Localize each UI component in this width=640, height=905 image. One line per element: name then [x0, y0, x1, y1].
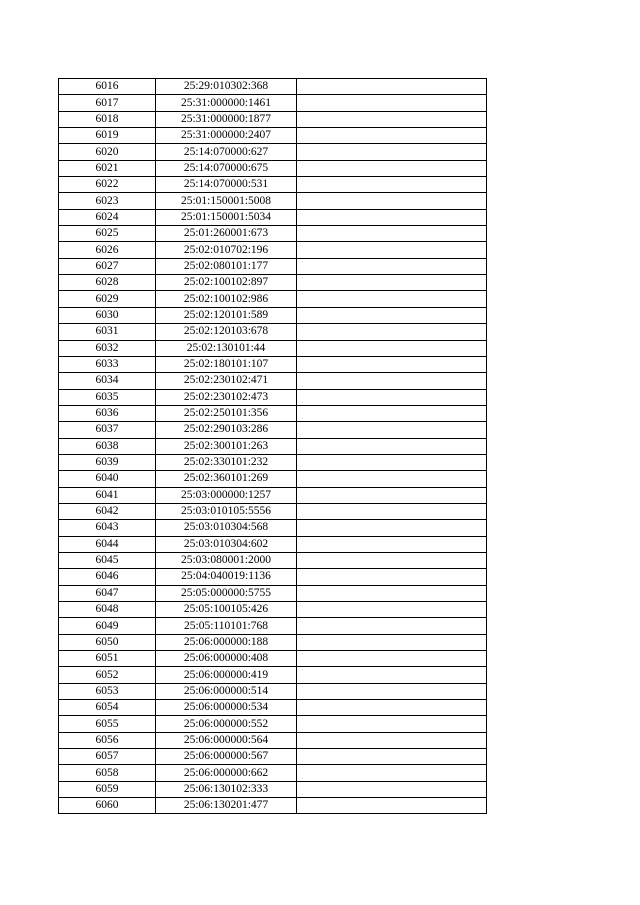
table-row	[59, 536, 487, 552]
row-number-cell: 6016	[59, 79, 156, 95]
row-number-cell: 6031	[59, 324, 156, 340]
cadastral-number-cell: 25:02:100102:897	[156, 275, 297, 291]
row-number-cell: 6017	[59, 95, 156, 111]
table-row	[59, 471, 487, 487]
cadastral-number-cell: 25:04:040019:1136	[156, 569, 297, 585]
table-row	[59, 520, 487, 536]
row-number-cell: 6019	[59, 128, 156, 144]
empty-cell	[297, 144, 487, 160]
cadastral-number-cell: 25:03:010304:568	[156, 520, 297, 536]
cadastral-number-cell: 25:02:330101:232	[156, 454, 297, 470]
table-row	[59, 128, 487, 144]
empty-cell	[297, 569, 487, 585]
table-row	[59, 749, 487, 765]
row-number-cell: 6057	[59, 749, 156, 765]
cadastral-number-cell: 25:06:000000:564	[156, 732, 297, 748]
row-number-cell: 6046	[59, 569, 156, 585]
table-row	[59, 683, 487, 699]
row-number-cell: 6022	[59, 177, 156, 193]
empty-cell	[297, 389, 487, 405]
table-row	[59, 651, 487, 667]
table-row	[59, 291, 487, 307]
empty-cell	[297, 111, 487, 127]
empty-cell	[297, 177, 487, 193]
cadastral-number-cell: 25:06:000000:408	[156, 651, 297, 667]
table-row	[59, 193, 487, 209]
row-number-cell: 6018	[59, 111, 156, 127]
table-row	[59, 503, 487, 519]
cadastral-number-cell: 25:02:100102:986	[156, 291, 297, 307]
table-row	[59, 781, 487, 797]
row-number-cell: 6033	[59, 356, 156, 372]
table-row	[59, 422, 487, 438]
empty-cell	[297, 798, 487, 814]
row-number-cell: 6048	[59, 602, 156, 618]
table-row	[59, 242, 487, 258]
row-number-cell: 6038	[59, 438, 156, 454]
cadastral-number-cell: 25:06:000000:567	[156, 749, 297, 765]
cadastral-number-cell: 25:02:230102:473	[156, 389, 297, 405]
cadastral-number-cell: 25:02:130101:44	[156, 340, 297, 356]
row-number-cell: 6029	[59, 291, 156, 307]
cadastral-number-cell: 25:02:250101:356	[156, 405, 297, 421]
row-number-cell: 6055	[59, 716, 156, 732]
cadastral-number-cell: 25:14:070000:531	[156, 177, 297, 193]
empty-cell	[297, 340, 487, 356]
row-number-cell: 6047	[59, 585, 156, 601]
row-number-cell: 6059	[59, 781, 156, 797]
table-row	[59, 700, 487, 716]
empty-cell	[297, 634, 487, 650]
empty-cell	[297, 471, 487, 487]
cadastral-number-cell: 25:06:130201:477	[156, 798, 297, 814]
empty-cell	[297, 95, 487, 111]
table-row	[59, 569, 487, 585]
table-row	[59, 209, 487, 225]
row-number-cell: 6027	[59, 258, 156, 274]
empty-cell	[297, 781, 487, 797]
row-number-cell: 6060	[59, 798, 156, 814]
row-number-cell: 6020	[59, 144, 156, 160]
cadastral-number-cell: 25:06:000000:514	[156, 683, 297, 699]
empty-cell	[297, 536, 487, 552]
empty-cell	[297, 520, 487, 536]
cadastral-number-cell: 25:03:010105:5556	[156, 503, 297, 519]
table-row	[59, 634, 487, 650]
empty-cell	[297, 503, 487, 519]
cadastral-number-cell: 25:31:000000:1461	[156, 95, 297, 111]
records-table-body	[59, 79, 487, 814]
row-number-cell: 6054	[59, 700, 156, 716]
cadastral-number-cell: 25:06:000000:534	[156, 700, 297, 716]
cadastral-number-cell: 25:31:000000:1877	[156, 111, 297, 127]
table-row	[59, 340, 487, 356]
table-row	[59, 324, 487, 340]
table-row	[59, 79, 487, 95]
table-row	[59, 602, 487, 618]
row-number-cell: 6030	[59, 307, 156, 323]
empty-cell	[297, 307, 487, 323]
empty-cell	[297, 716, 487, 732]
cadastral-number-cell: 25:06:000000:552	[156, 716, 297, 732]
empty-cell	[297, 405, 487, 421]
cadastral-number-cell: 25:06:000000:188	[156, 634, 297, 650]
row-number-cell: 6044	[59, 536, 156, 552]
table-row	[59, 307, 487, 323]
row-number-cell: 6049	[59, 618, 156, 634]
table-row	[59, 356, 487, 372]
row-number-cell: 6032	[59, 340, 156, 356]
empty-cell	[297, 683, 487, 699]
cadastral-number-cell: 25:02:180101:107	[156, 356, 297, 372]
row-number-cell: 6036	[59, 405, 156, 421]
table-row	[59, 585, 487, 601]
row-number-cell: 6021	[59, 160, 156, 176]
row-number-cell: 6023	[59, 193, 156, 209]
empty-cell	[297, 749, 487, 765]
cadastral-number-cell: 25:06:000000:419	[156, 667, 297, 683]
empty-cell	[297, 618, 487, 634]
table-row	[59, 454, 487, 470]
empty-cell	[297, 438, 487, 454]
cadastral-number-cell: 25:03:000000:1257	[156, 487, 297, 503]
table-row	[59, 405, 487, 421]
row-number-cell: 6053	[59, 683, 156, 699]
row-number-cell: 6043	[59, 520, 156, 536]
table-row	[59, 798, 487, 814]
row-number-cell: 6045	[59, 552, 156, 568]
empty-cell	[297, 291, 487, 307]
table-row	[59, 716, 487, 732]
cadastral-number-cell: 25:06:000000:662	[156, 765, 297, 781]
cadastral-number-cell: 25:02:010702:196	[156, 242, 297, 258]
cadastral-number-cell: 25:02:120101:589	[156, 307, 297, 323]
table-row	[59, 552, 487, 568]
empty-cell	[297, 356, 487, 372]
cadastral-number-cell: 25:14:070000:627	[156, 144, 297, 160]
cadastral-number-cell: 25:29:010302:368	[156, 79, 297, 95]
table-row	[59, 487, 487, 503]
table-row	[59, 275, 487, 291]
empty-cell	[297, 160, 487, 176]
table-row	[59, 258, 487, 274]
table-row	[59, 389, 487, 405]
records-table	[58, 78, 487, 814]
cadastral-number-cell: 25:02:080101:177	[156, 258, 297, 274]
empty-cell	[297, 667, 487, 683]
empty-cell	[297, 700, 487, 716]
empty-cell	[297, 128, 487, 144]
row-number-cell: 6042	[59, 503, 156, 519]
empty-cell	[297, 209, 487, 225]
cadastral-number-cell: 25:01:150001:5034	[156, 209, 297, 225]
table-row	[59, 144, 487, 160]
row-number-cell: 6037	[59, 422, 156, 438]
table-row	[59, 667, 487, 683]
empty-cell	[297, 324, 487, 340]
cadastral-number-cell: 25:05:000000:5755	[156, 585, 297, 601]
cadastral-number-cell: 25:06:130102:333	[156, 781, 297, 797]
table-row	[59, 177, 487, 193]
empty-cell	[297, 602, 487, 618]
row-number-cell: 6058	[59, 765, 156, 781]
row-number-cell: 6040	[59, 471, 156, 487]
cadastral-number-cell: 25:01:260001:673	[156, 226, 297, 242]
empty-cell	[297, 651, 487, 667]
row-number-cell: 6056	[59, 732, 156, 748]
table-row	[59, 95, 487, 111]
cadastral-number-cell: 25:03:080001:2000	[156, 552, 297, 568]
cadastral-number-cell: 25:02:290103:286	[156, 422, 297, 438]
cadastral-number-cell: 25:02:300101:263	[156, 438, 297, 454]
row-number-cell: 6052	[59, 667, 156, 683]
table-row	[59, 226, 487, 242]
empty-cell	[297, 454, 487, 470]
cadastral-number-cell: 25:02:120103:678	[156, 324, 297, 340]
row-number-cell: 6050	[59, 634, 156, 650]
table-row	[59, 618, 487, 634]
cadastral-number-cell: 25:01:150001:5008	[156, 193, 297, 209]
table-row	[59, 438, 487, 454]
row-number-cell: 6035	[59, 389, 156, 405]
empty-cell	[297, 79, 487, 95]
cadastral-number-cell: 25:02:230102:471	[156, 373, 297, 389]
empty-cell	[297, 552, 487, 568]
table-row	[59, 111, 487, 127]
empty-cell	[297, 487, 487, 503]
empty-cell	[297, 765, 487, 781]
cadastral-number-cell: 25:05:110101:768	[156, 618, 297, 634]
cadastral-number-cell: 25:31:000000:2407	[156, 128, 297, 144]
cadastral-number-cell: 25:02:360101:269	[156, 471, 297, 487]
row-number-cell: 6041	[59, 487, 156, 503]
empty-cell	[297, 193, 487, 209]
row-number-cell: 6051	[59, 651, 156, 667]
cadastral-number-cell: 25:14:070000:675	[156, 160, 297, 176]
empty-cell	[297, 585, 487, 601]
empty-cell	[297, 258, 487, 274]
empty-cell	[297, 373, 487, 389]
row-number-cell: 6028	[59, 275, 156, 291]
row-number-cell: 6026	[59, 242, 156, 258]
empty-cell	[297, 226, 487, 242]
empty-cell	[297, 732, 487, 748]
empty-cell	[297, 275, 487, 291]
row-number-cell: 6024	[59, 209, 156, 225]
row-number-cell: 6039	[59, 454, 156, 470]
cadastral-number-cell: 25:05:100105:426	[156, 602, 297, 618]
cadastral-number-cell: 25:03:010304:602	[156, 536, 297, 552]
row-number-cell: 6025	[59, 226, 156, 242]
table-row	[59, 160, 487, 176]
empty-cell	[297, 242, 487, 258]
table-row	[59, 765, 487, 781]
table-row	[59, 373, 487, 389]
row-number-cell: 6034	[59, 373, 156, 389]
empty-cell	[297, 422, 487, 438]
table-row	[59, 732, 487, 748]
